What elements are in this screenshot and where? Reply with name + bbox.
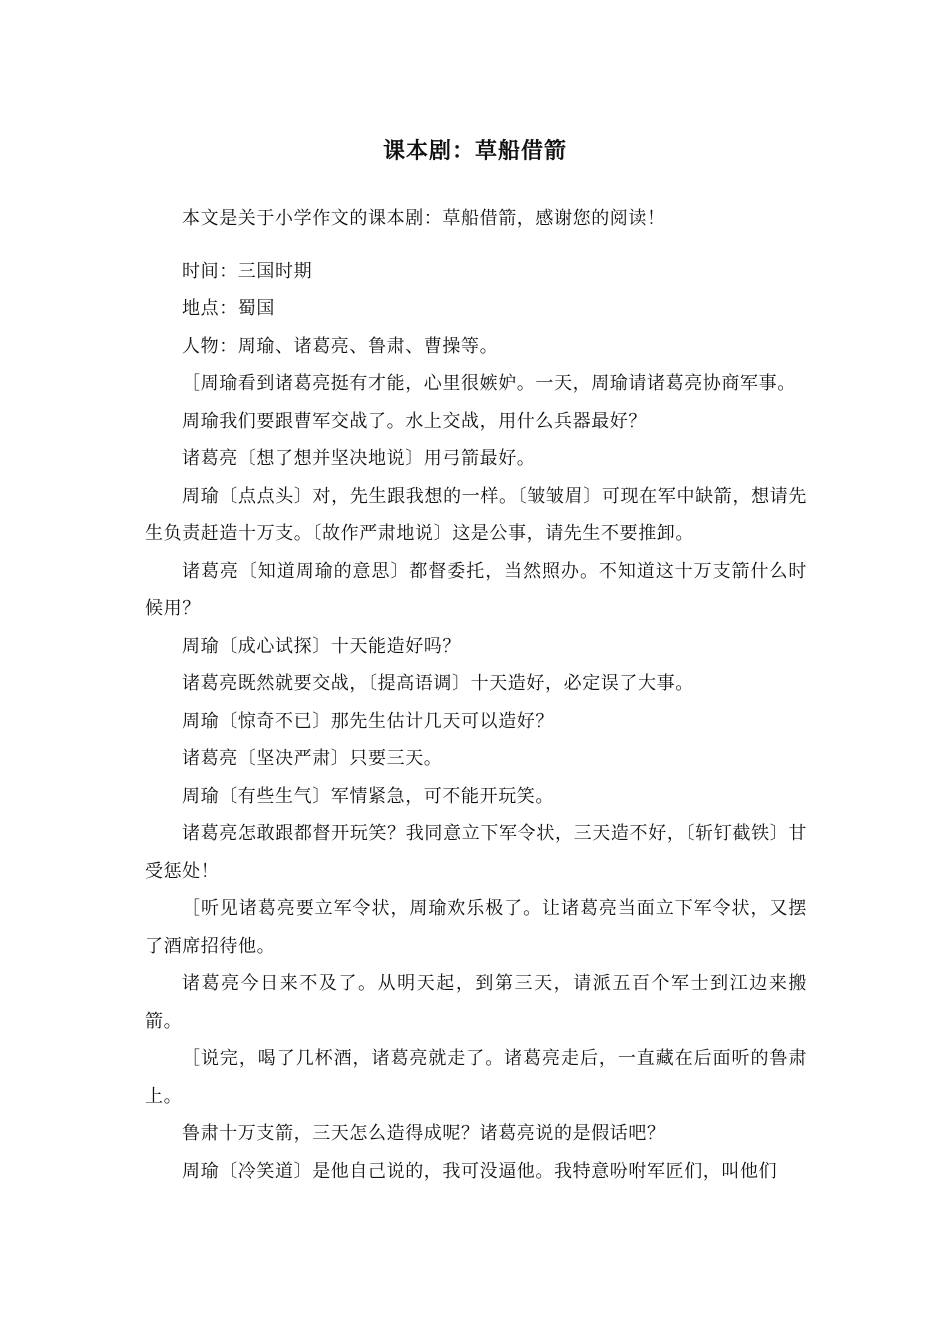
dialogue-line: 诸葛亮〔坚决严肃〕只要三天。 — [182, 748, 443, 769]
dialogue-line: 诸葛亮既然就要交战，〔提高语调〕十天造好，必定误了大事。 — [182, 673, 694, 694]
paragraph-time: 时间：三国时期 — [182, 260, 313, 282]
dialogue-line: 周瑜〔成心试探〕十天能造好吗？ — [182, 635, 461, 657]
dialogue-line: 周瑜〔有些生气〕军情紧急，可不能开玩笑。 — [182, 785, 554, 807]
dialogue-line: 周瑜〔冷笑道〕是他自己说的，我可没逼他。我特意吩咐军匠们，叫他们 — [182, 1160, 778, 1182]
dialogue-line: 诸葛亮〔知道周瑜的意思〕都督委托，当然照办。不知道这十万支箭什么时候用？ — [145, 560, 807, 619]
dialogue-line: 周瑜〔惊奇不已〕那先生估计几天可以造好？ — [182, 710, 554, 732]
dialogue-line: 鲁肃十万支箭，三天怎么造得成呢？诸葛亮说的是假话吧？ — [182, 1123, 666, 1144]
dialogue-line: 周瑜我们要跟曹军交战了。水上交战，用什么兵器最好？ — [182, 410, 647, 432]
document-title: 课本剧：草船借箭 — [382, 138, 567, 164]
paragraph-place: 地点：蜀国 — [182, 298, 275, 319]
stage-direction: ［说完，喝了几杯酒，诸葛亮就走了。诸葛亮走后，一直藏在后面听的鲁肃上。 — [145, 1048, 807, 1107]
dialogue-line: 诸葛亮怎敢跟都督开玩笑？我同意立下军令状，三天造不好，〔斩钉截铁〕甘受惩处！ — [145, 823, 807, 882]
dialogue-line: 诸葛亮今日来不及了。从明天起，到第三天，请派五百个军士到江边来搬箭。 — [145, 973, 807, 1032]
dialogue-line: 周瑜〔点点头〕对，先生跟我想的一样。〔皱皱眉〕可现在军中缺箭，想请先生负责赶造十万支。〔故作严肃地说〕这是公事，请先生不要推卸。 — [145, 485, 807, 544]
stage-direction: ［听见诸葛亮要立军令状，周瑜欢乐极了。让诸葛亮当面立下军令状，又摆了酒席招待他。 — [145, 898, 807, 957]
paragraph-characters: 人物：周瑜、诸葛亮、鲁肃、曹操等。 — [182, 335, 499, 357]
dialogue-line: 诸葛亮〔想了想并坚决地说〕用弓箭最好。 — [182, 448, 536, 469]
stage-direction: ［周瑜看到诸葛亮挺有才能，心里很嫉妒。一天，周瑜请诸葛亮协商军事。 — [182, 373, 796, 394]
document-body — [145, 200, 807, 1190]
intro-paragraph: 本文是关于小学作文的课本剧：草船借箭，感谢您的阅读！ — [182, 208, 666, 229]
